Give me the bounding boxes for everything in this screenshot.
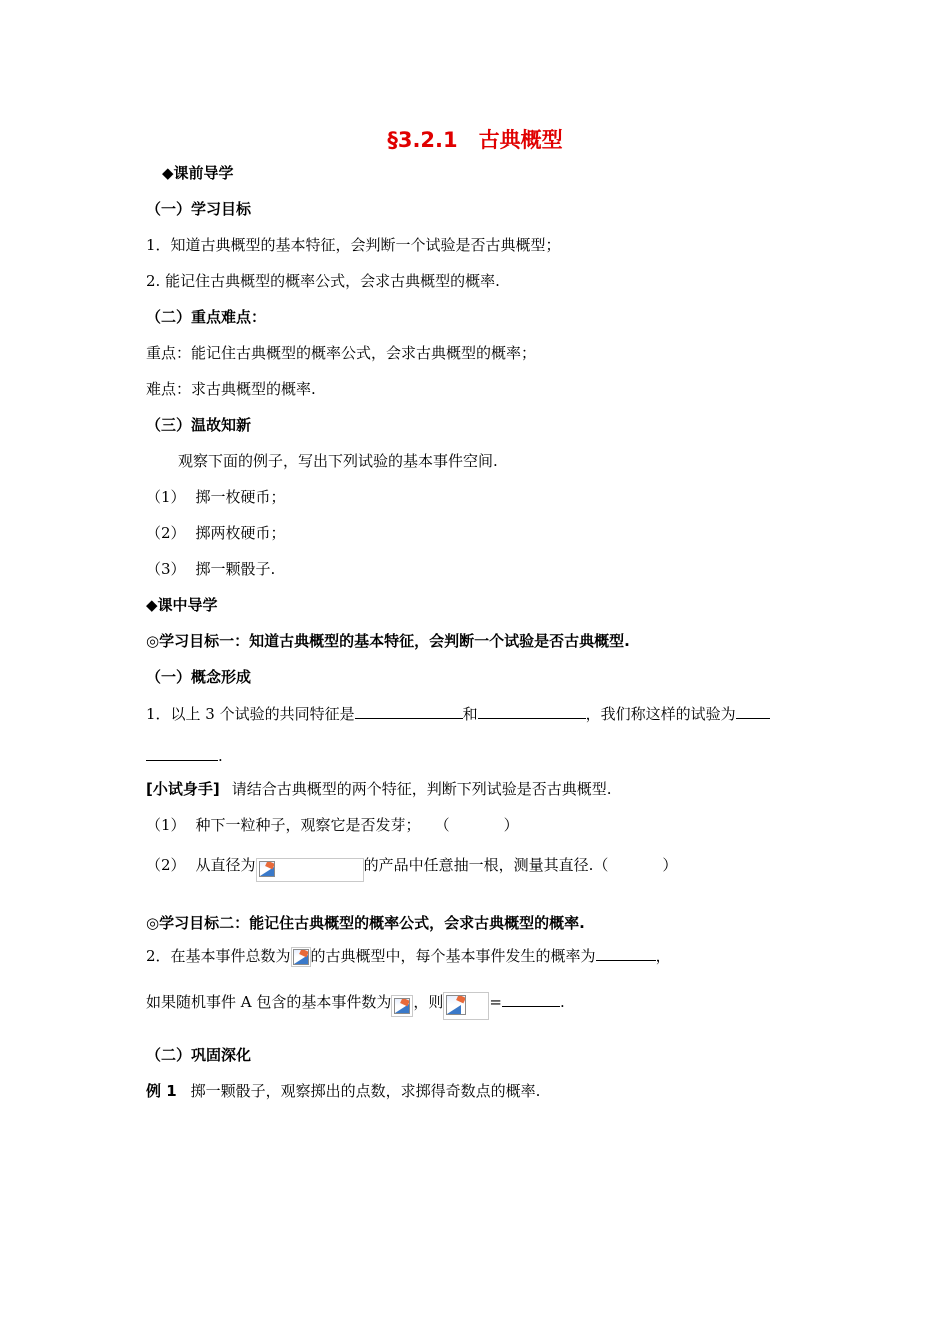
answer-blank[interactable] [478, 702, 586, 719]
broken-image-icon [394, 998, 410, 1014]
try-it-line [146, 778, 612, 800]
review-item-text: 掷一颗骰子. [195, 560, 276, 578]
question-2-continued [146, 986, 565, 1020]
in-class-heading: ◆课中导学 [146, 596, 218, 614]
goal-2: 2. 能记住古典概型的概率公式，会求古典概型的概率. [146, 272, 500, 290]
question-2 [146, 944, 671, 967]
review-item-number: （3） [146, 560, 186, 578]
consolidate-heading: （二）巩固深化 [146, 1046, 252, 1064]
review-heading: （三）温故知新 [146, 416, 252, 434]
key-point: 重点：能记住古典概型的概率公式，会求古典概型的概率； [146, 344, 537, 362]
concept-heading: （一）概念形成 [146, 668, 252, 686]
review-item [146, 486, 286, 508]
broken-image-icon [293, 949, 309, 965]
answer-blank[interactable] [355, 702, 463, 719]
question-2-text-e: ，则 [413, 993, 444, 1011]
review-item-text: 掷一枚硬币； [195, 488, 286, 506]
question-1-end: . [218, 747, 223, 765]
learning-target-1: ◎学习目标一：知道古典概型的基本特征，会判断一个试验是否古典概型. [146, 632, 630, 650]
broken-image-icon [259, 861, 275, 877]
example-text: 掷一颗骰子，观察掷出的点数，求掷得奇数点的概率. [190, 1082, 541, 1100]
try-it-label: [小试身手] [146, 780, 220, 798]
try-item-text: 的产品中任意抽一根，测量其直径.（ [363, 856, 609, 874]
answer-paren-open: （ [434, 816, 450, 834]
learning-target-2: ◎学习目标二：能记住古典概型的概率公式，会求古典概型的概率. [146, 914, 585, 932]
goal-1: 1．知道古典概型的基本特征，会判断一个试验是否古典概型； [146, 236, 561, 254]
answer-blank[interactable] [596, 944, 656, 961]
try-item-2 [146, 850, 677, 882]
try-item-number: （1） [146, 816, 186, 834]
question-2-text-b: 的古典概型中，每个基本事件发生的概率为 [310, 947, 596, 965]
review-item-number: （2） [146, 524, 186, 542]
question-2-text-g: . [559, 993, 565, 1011]
question-1-text-a: 1．以上 3 个试验的共同特征是 [146, 705, 355, 723]
try-item-text: 从直径为 [195, 856, 256, 874]
question-1-text-c: ，我们称这样的试验为 [585, 705, 736, 723]
try-item-text: 种下一粒种子，观察它是否发芽； [195, 816, 421, 834]
page-title: §3.2.1 古典概型 [387, 128, 563, 152]
broken-image-icon [446, 995, 466, 1015]
pre-class-heading: ◆课前导学 [162, 164, 234, 182]
question-1-text-b: 和 [462, 705, 478, 723]
question-2-text-d: 如果随机事件 A 包含的基本事件数为 [146, 993, 392, 1011]
review-item-number: （1） [146, 488, 186, 506]
example-label: 例 1 [146, 1082, 177, 1100]
try-item-1 [146, 814, 519, 836]
example-1 [146, 1080, 540, 1102]
difficult-point: 难点：求古典概型的概率. [146, 380, 316, 398]
answer-paren-close: ） [503, 816, 519, 834]
key-points-heading: （二）重点难点： [146, 308, 267, 326]
review-item [146, 522, 286, 544]
goals-heading: （一）学习目标 [146, 200, 252, 218]
question-2-text-f: = [489, 993, 502, 1011]
question-1-continued [146, 744, 223, 767]
review-intro: 观察下面的例子，写出下列试验的基本事件空间. [178, 452, 498, 470]
answer-blank[interactable] [146, 744, 218, 761]
answer-blank[interactable] [736, 702, 770, 719]
question-2-text-c: ， [655, 947, 671, 965]
formula-image-placeholder [291, 947, 311, 967]
question-2-text-a: 2．在基本事件总数为 [146, 947, 291, 965]
answer-blank[interactable] [502, 990, 560, 1007]
formula-image-placeholder [443, 992, 489, 1020]
answer-paren-close: ） [662, 856, 678, 874]
formula-image-placeholder [256, 858, 364, 882]
try-it-text: 请结合古典概型的两个特征，判断下列试验是否古典概型. [231, 780, 612, 798]
review-item [146, 558, 275, 580]
review-item-text: 掷两枚硬币； [195, 524, 286, 542]
question-1 [146, 702, 770, 725]
formula-image-placeholder [391, 995, 413, 1017]
try-item-number: （2） [146, 856, 186, 874]
